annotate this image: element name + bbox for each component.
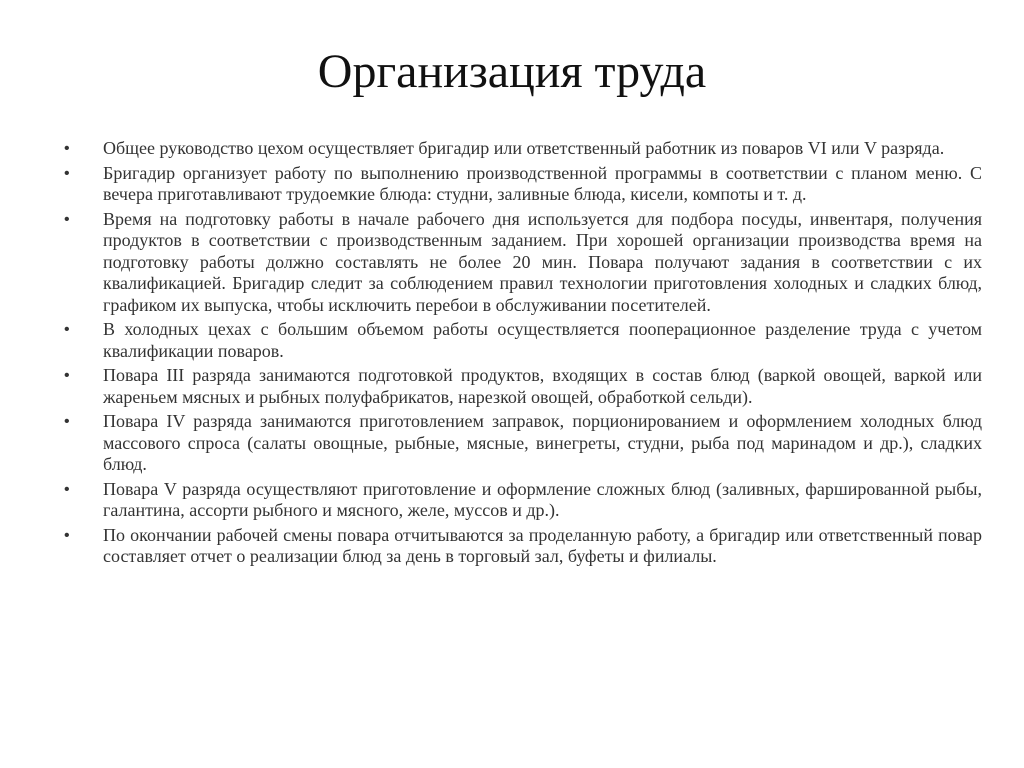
bullet-text: Повара III разряда занимаются подготовкой продуктов, входящих в состав блюд (варкой овощей, варкой или жареньем мясных и рыбных полуфабрикатов, нарезкой овощей, обработкой сельди).: [103, 365, 982, 407]
bullet-icon: •: [64, 140, 70, 157]
bullet-item: [62, 163, 982, 206]
bullet-item: [62, 209, 982, 317]
bullet-item: [62, 319, 982, 362]
bullet-text: В холодных цехах с большим объемом работы осуществляется пооперационное разделение труда с учетом квалификации поваров.: [103, 319, 982, 361]
bullet-icon: •: [64, 526, 70, 544]
bullet-text: Повара V разряда осуществляют приготовление и оформление сложных блюд (заливных, фаршированной рыбы, галантина, ассорти рыбного и мясного, желе, муссов и др.).: [103, 478, 982, 520]
bullet-item: [62, 365, 982, 408]
bullet-icon: •: [64, 210, 70, 228]
bullet-icon: •: [64, 321, 70, 338]
bullet-list: [62, 138, 982, 571]
bullet-text: По окончании рабочей смены повара отчитываются за проделанную работу, а бригадир или ответственный повар составляет отчет о реализации блюд за день в торговый зал, буфеты и филиалы.: [103, 524, 982, 566]
bullet-text: Общее руководство цехом осуществляет бригадир или ответственный работник из поваров VI или V разряда.: [103, 138, 945, 158]
bullet-icon: •: [64, 480, 70, 498]
bullet-item: [62, 525, 982, 568]
bullet-icon: •: [64, 367, 70, 384]
bullet-icon: •: [64, 413, 70, 430]
bullet-item: [62, 479, 982, 522]
slide-title: Организация труда: [317, 45, 707, 98]
bullet-text: Бригадир организует работу по выполнению производственной программы в соответствии с планом меню. С вечера приготавливают трудоемкие блюда: студни, заливные блюда, кисели, компоты и т. д.: [103, 162, 982, 204]
bullet-text: Время на подготовку работы в начале рабочего дня используется для подбора посуды, инвентаря, получения продуктов в соответствии с производственным заданием. При хорошей организации производства время на подготовку работы должно составлять не более 20 мин. Повара получают задания в соответствии с их квалификацией. Бригадир следит за соблюдением правил технологии приготовления холодных и сладких блюд, графиком их выпуска, чтобы исключить перебои в обслуживании посетителей.: [103, 208, 982, 315]
bullet-item: [62, 411, 982, 476]
bullet-text: Повара IV разряда занимаются приготовлением заправок, порционированием и оформлением холодных блюд массового спроса (салаты овощные, рыбные, мясные, винегреты, студни, рыба под маринадом и др.), сладких блюд.: [103, 411, 982, 474]
bullet-item: [62, 138, 982, 160]
bullet-icon: •: [64, 164, 70, 182]
